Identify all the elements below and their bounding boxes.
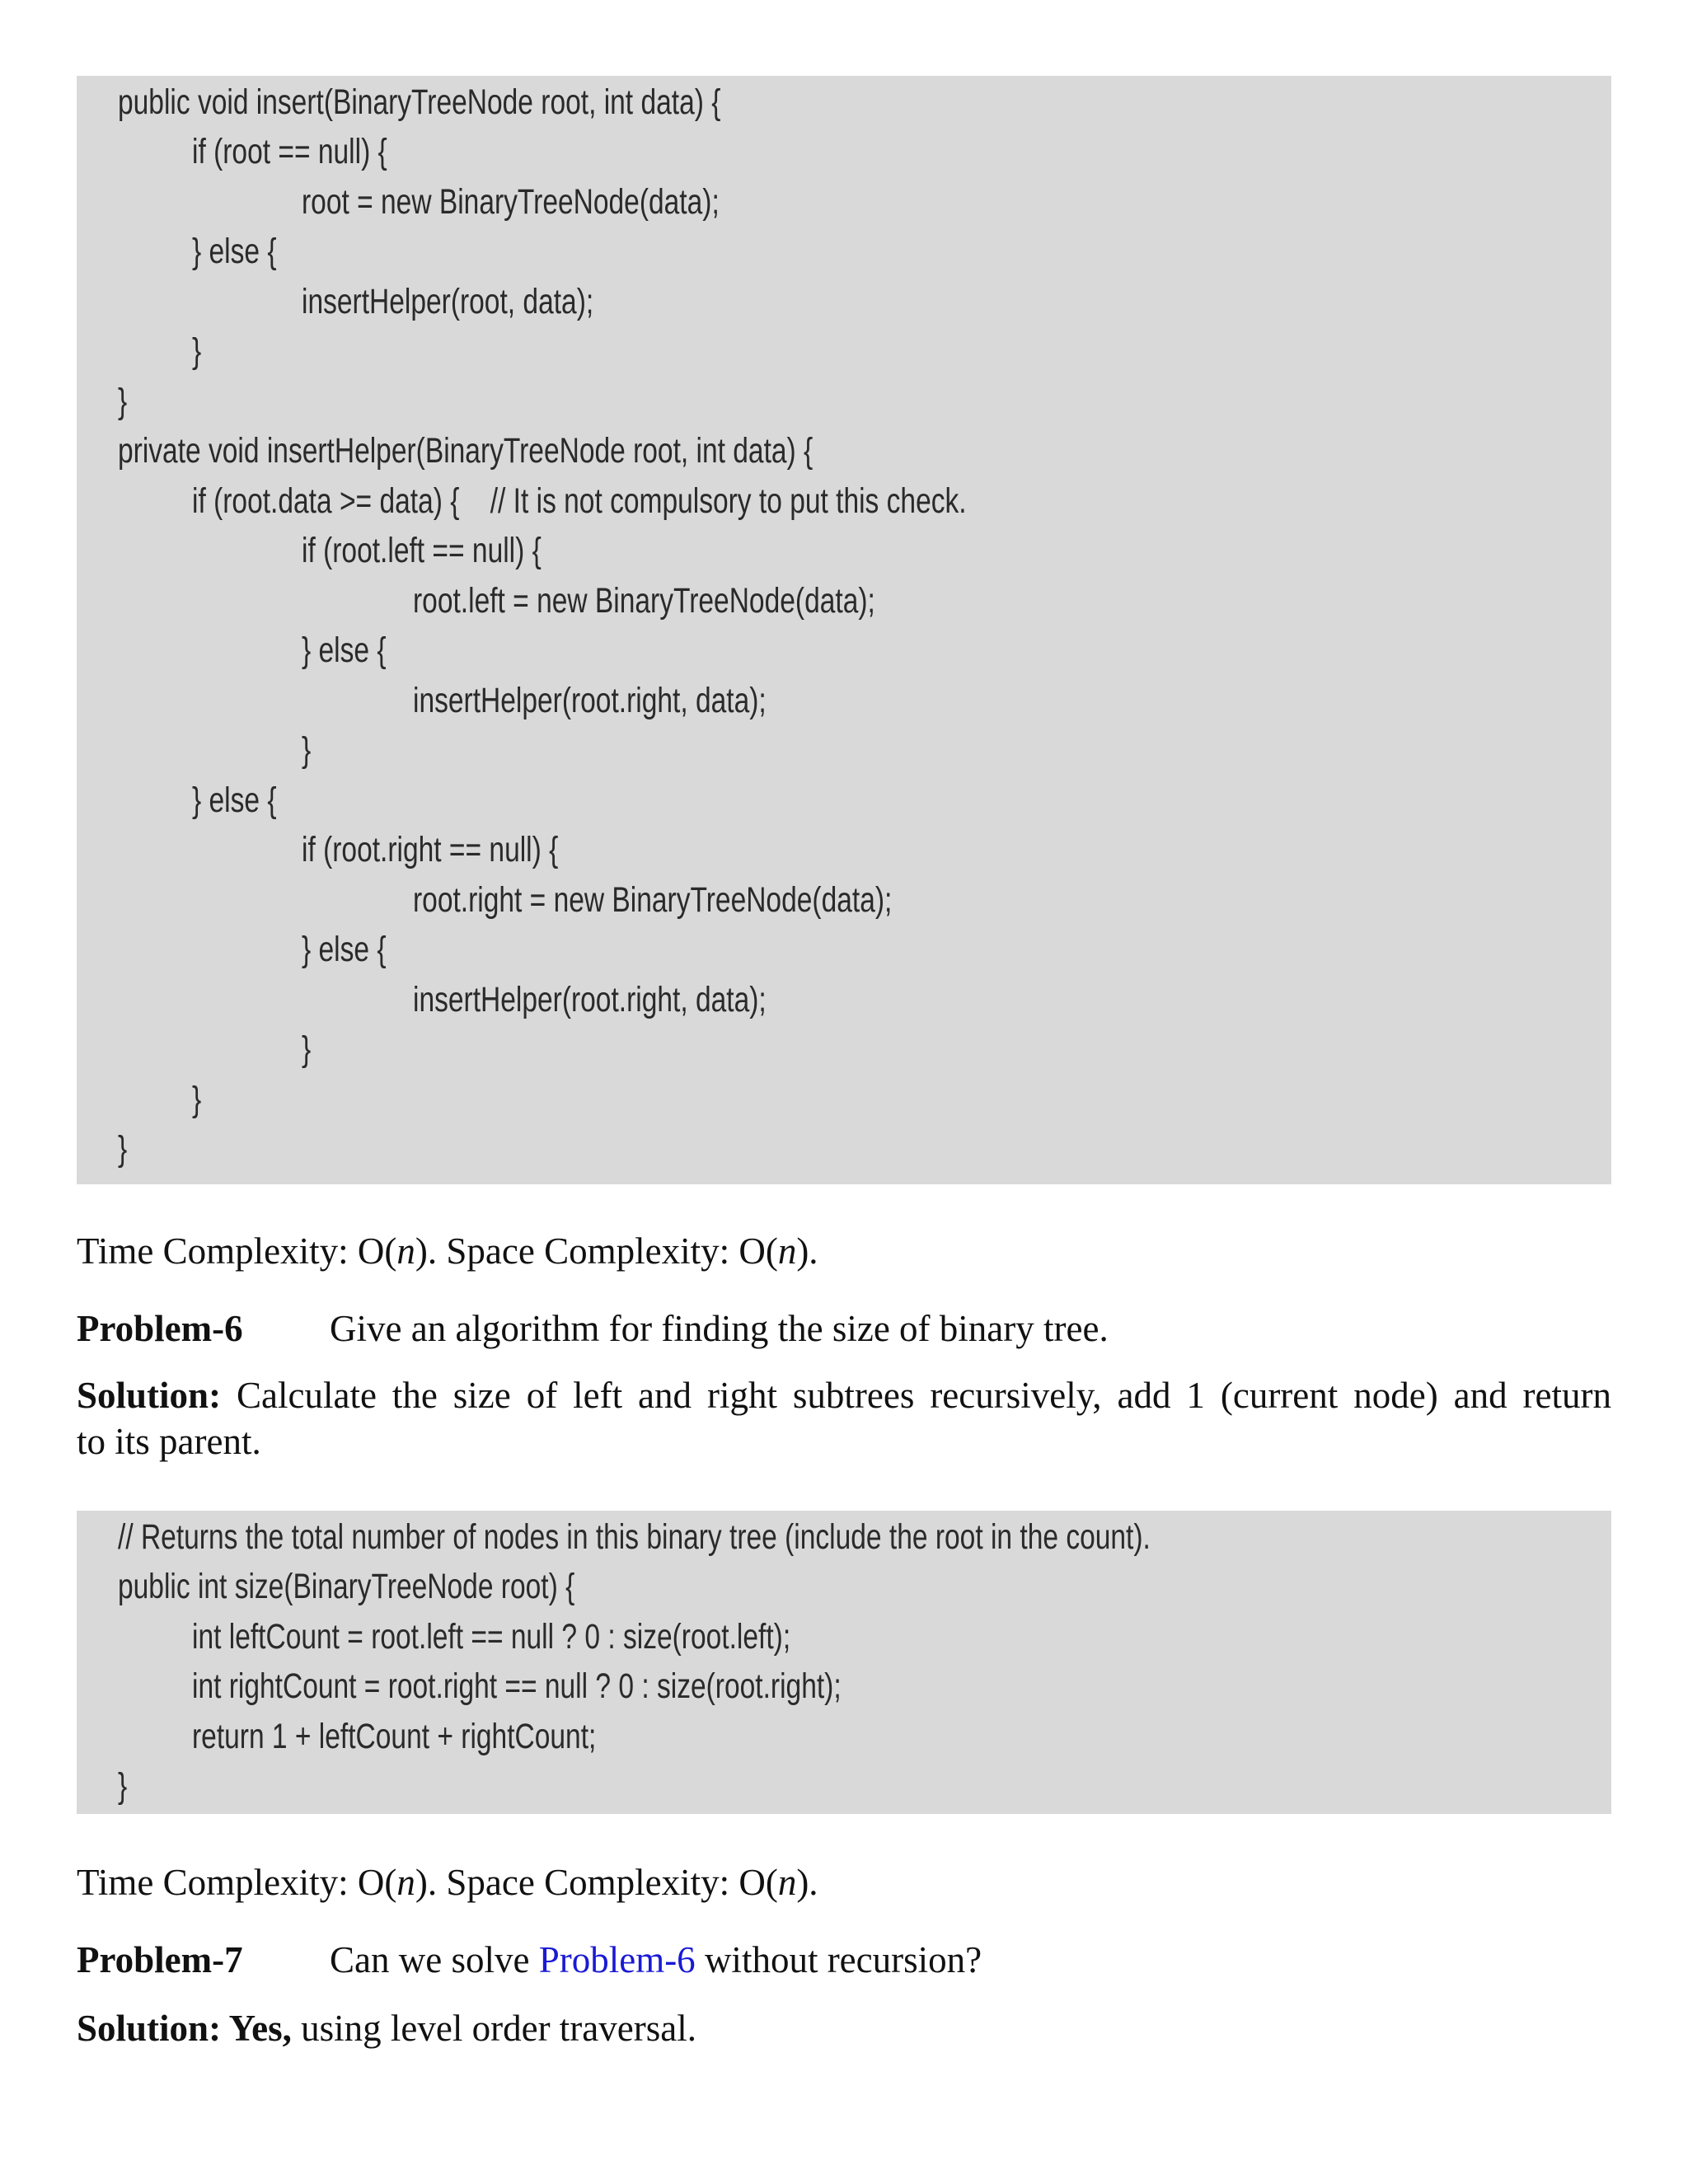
- time-close: ).: [415, 1862, 438, 1903]
- code-line: root.left = new BinaryTreeNode(data);: [413, 581, 875, 621]
- space-complexity-label: Space Complexity: O(: [437, 1862, 778, 1903]
- code-line: return 1 + leftCount + rightCount;: [192, 1717, 597, 1756]
- code-comment: // Returns the total number of nodes in this binary tree (include the root in the count).: [118, 1517, 1151, 1557]
- code-line: insertHelper(root, data);: [302, 282, 594, 321]
- problem-text: [330, 1937, 982, 1983]
- code-line: int leftCount = root.left == null ? 0 : size(root.left);: [192, 1617, 791, 1657]
- code-line: } else {: [192, 780, 277, 820]
- code-line: }: [118, 1766, 128, 1806]
- code-line: if (root.data >= data) { // It is not compulsory to put this check.: [192, 481, 967, 521]
- solution-label: Solution: Yes,: [77, 2008, 292, 2049]
- time-complexity-label: Time Complexity: O(: [77, 1862, 397, 1903]
- solution-text: using level order traversal.: [291, 2008, 696, 2049]
- problem-6: [77, 1305, 1611, 1352]
- space-variable: n: [777, 1862, 797, 1903]
- time-variable: n: [396, 1230, 415, 1272]
- code-line: }: [118, 1129, 128, 1169]
- problem-7: [77, 1937, 1611, 1983]
- code-line: } else {: [302, 930, 387, 969]
- space-variable: n: [777, 1230, 797, 1272]
- code-block-size: [77, 1511, 1611, 1814]
- code-line: if (root.left == null) {: [302, 531, 542, 570]
- solution-6-line-2: to its parent.: [77, 1421, 261, 1462]
- code-line: }: [302, 730, 312, 770]
- code-line: public void insert(BinaryTreeNode root, int data) {: [118, 82, 721, 122]
- code-line: insertHelper(root.right, data);: [413, 681, 767, 720]
- code-block-insert: [77, 76, 1611, 1184]
- code-line: root = new BinaryTreeNode(data);: [302, 182, 720, 222]
- code-line: } else {: [302, 630, 387, 670]
- code-line: }: [192, 1080, 202, 1119]
- code-line: insertHelper(root.right, data);: [413, 980, 767, 1019]
- code-line: } else {: [192, 232, 277, 271]
- problem-text-after: without recursion?: [695, 1939, 982, 1980]
- complexity-statement: [77, 1228, 1611, 1274]
- complexity-statement: [77, 1859, 1611, 1905]
- solution-7: [77, 2005, 1611, 2051]
- problem-text-before: Can we solve: [330, 1939, 539, 1980]
- time-close: ).: [415, 1230, 438, 1272]
- solution-label: Solution:: [77, 1375, 222, 1416]
- code-line: if (root.right == null) {: [302, 830, 559, 869]
- space-complexity-label: Space Complexity: O(: [437, 1230, 778, 1272]
- time-complexity-label: Time Complexity: O(: [77, 1230, 397, 1272]
- code-line: root.right = new BinaryTreeNode(data);: [413, 880, 893, 920]
- solution-6-line-1: [77, 1372, 1611, 1418]
- problem-label: Problem-6: [77, 1308, 243, 1349]
- time-variable: n: [396, 1862, 415, 1903]
- code-line: public int size(BinaryTreeNode root) {: [118, 1567, 575, 1606]
- code-line: private void insertHelper(BinaryTreeNode root, int data) {: [118, 431, 814, 471]
- code-line: if (root == null) {: [192, 132, 387, 171]
- problem-text: Give an algorithm for finding the size of binary tree.: [330, 1308, 1109, 1349]
- space-close: ).: [796, 1862, 818, 1903]
- problem-6-link[interactable]: Problem-6: [538, 1939, 696, 1980]
- code-line: }: [302, 1029, 312, 1069]
- code-line: }: [118, 382, 128, 421]
- code-line: }: [192, 331, 202, 371]
- space-close: ).: [796, 1230, 818, 1272]
- solution-text: Calculate the size of left and right subtrees recursively, add 1 (current node) and return: [221, 1375, 1611, 1416]
- problem-label: Problem-7: [77, 1939, 243, 1980]
- code-line: int rightCount = root.right == null ? 0 : size(root.right);: [192, 1666, 842, 1706]
